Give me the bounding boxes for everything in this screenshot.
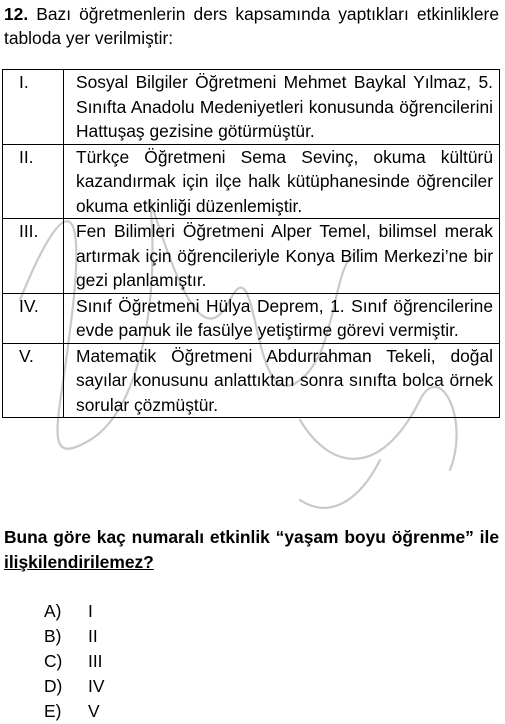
option-e[interactable]	[44, 699, 104, 724]
question-intro-text: Bazı öğretmenlerin ders kapsamında yaptıkları etkinliklere tabloda yer verilmiştir:	[4, 4, 499, 48]
row-number: II.	[3, 144, 64, 219]
option-d[interactable]	[44, 674, 104, 699]
row-text: Sosyal Bilgiler Öğretmeni Mehmet Baykal Yılmaz, 5. Sınıfta Anadolu Medeniyetleri konusunda öğrencilerini Hattuşaş gezisine götürmüştür.	[64, 70, 500, 145]
option-text: V	[88, 701, 100, 721]
option-text: III	[88, 651, 103, 671]
question-number-dot: .	[23, 4, 29, 24]
question-prompt-underlined: ilişkilendirilemez?	[4, 552, 154, 572]
table-row	[3, 219, 500, 294]
option-c[interactable]	[44, 649, 104, 674]
row-text: Türkçe Öğretmeni Sema Sevinç, okuma kültürü kazandırmak için ilçe halk kütüphanesinde öğrenciler okuma etkinliği düzenlemiştir.	[64, 144, 500, 219]
row-text: Fen Bilimleri Öğretmeni Alper Temel, bilimsel merak artırmak için öğrencileriyle Konya Bilim Merkezi’ne bir gezi planlamıştır.	[64, 219, 500, 294]
option-text: II	[88, 626, 98, 646]
option-a[interactable]	[44, 599, 104, 624]
row-number: III.	[3, 219, 64, 294]
row-number: IV.	[3, 293, 64, 343]
option-text: IV	[88, 676, 105, 696]
row-number: I.	[3, 70, 64, 145]
table-row	[3, 293, 500, 343]
question-prompt-text: Buna göre kaç numaralı etkinlik “yaşam boyu öğrenme” ile	[4, 527, 499, 547]
answer-options	[44, 599, 104, 724]
option-letter: A)	[44, 601, 62, 621]
option-text: I	[88, 601, 93, 621]
activities-table	[2, 69, 500, 418]
table-row	[3, 70, 500, 145]
row-text: Sınıf Öğretmeni Hülya Deprem, 1. Sınıf öğrencilerine evde pamuk ile fasülye yetiştirme görevi vermiştir.	[64, 293, 500, 343]
option-letter: E)	[44, 701, 62, 721]
row-text: Matematik Öğretmeni Abdurrahman Tekeli, doğal sayılar konusunu anlattıktan sonra sınıfta bolca örnek sorular çözmüştür.	[64, 343, 500, 418]
table-row	[3, 343, 500, 418]
question-number: 12	[4, 4, 24, 24]
row-number: V.	[3, 343, 64, 418]
option-letter: B)	[44, 626, 62, 646]
table-row	[3, 144, 500, 219]
option-b[interactable]	[44, 624, 104, 649]
option-letter: C)	[44, 651, 63, 671]
question-intro	[4, 2, 499, 50]
option-letter: D)	[44, 676, 63, 696]
question-prompt	[4, 525, 499, 575]
